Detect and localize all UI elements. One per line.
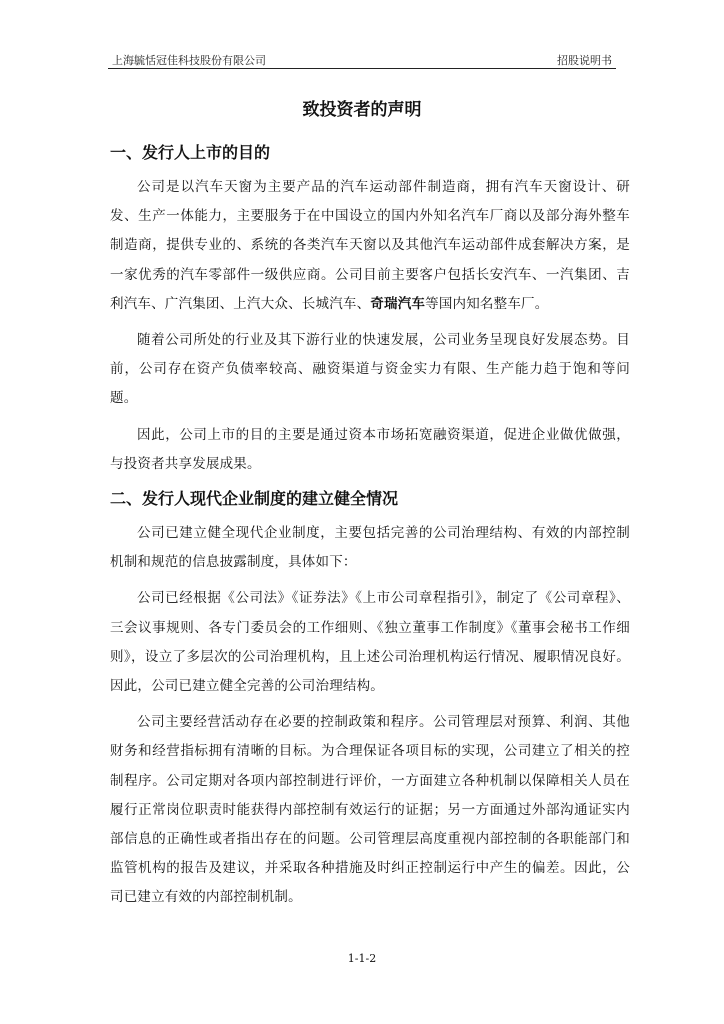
paragraph-text: 等国内知名整车厂。 (425, 295, 549, 312)
page-title: 致投资者的声明 (302, 100, 422, 120)
paragraph-text: 公司是以汽车天窗为主要产品的汽车运动部件制造商，拥有汽车天窗设计、研发、生产一体能力，主要服务于在中国设立的国内外知名汽车厂商以及部分海外整车制造商，提供专业的、系统的各类汽车天窗以及其他汽车运动部件成套解决方案，是一家优秀的汽车零部件一级供应商。公司目前主要客户包括长安汽车、一汽集团、吉利汽车、广汽集团、上汽大众、长城汽车、 (110, 179, 630, 312)
section-1-paragraph-3: 因此，公司上市的目的主要是通过资本市场拓宽融资渠道，促进企业做优做强，与投资者共享发展成果。 (110, 426, 630, 472)
page-number: 1-1-2 (347, 952, 377, 965)
header-document-type: 招股说明书 (557, 54, 612, 67)
section-2-heading: 二、发行人现代企业制度的建立健全情况 (110, 489, 399, 509)
document-body (110, 140, 630, 920)
section-2-paragraph-2: 公司已经根据《公司法》《证券法》《上市公司章程指引》，制定了《公司章程》、三会议事规则、各专门委员会的工作细则、《独立董事工作制度》《董事会秘书工作细则》，设立了多层次的公司治理机构，且上述公司治理机构运行情况、履职情况良好。因此，公司已建立健全完善的公司治理结构。 (110, 590, 630, 695)
page-header (108, 50, 616, 69)
emphasized-text: 奇瑞汽车 (370, 295, 426, 312)
section-1-paragraph-2: 随着公司所处的行业及其下游行业的快速发展，公司业务呈现良好发展态势。目前，公司存在资产负债率较高、融资渠道与资金实力有限、生产能力趋于饱和等问题。 (110, 332, 630, 407)
header-company-name: 上海毓恬冠佳科技股份有限公司 (112, 54, 266, 67)
section-2-paragraph-3: 公司主要经营活动存在必要的控制政策和程序。公司管理层对预算、利润、其他财务和经营指标拥有清晰的目标。为合理保证各项目标的实现，公司建立了相关的控制程序。公司定期对各项内部控制进行评价，一方面建立各种机制以保障相关人员在履行正常岗位职责时能获得内部控制有效运行的证据；另一方面通过外部沟通证实内部信息的正确性或者指出存在的问题。公司管理层高度重视内部控制的各职能部门和监管机构的报告及建议，并采取各种措施及时纠正控制运行中产生的偏差。因此，公司已建立有效的内部控制机制。 (110, 714, 630, 906)
section-2-paragraph-1: 公司已建立健全现代企业制度，主要包括完善的公司治理结构、有效的内部控制机制和规范的信息披露制度，具体如下： (110, 525, 630, 571)
section-1-paragraph-1 (110, 173, 630, 319)
section-1-heading: 一、发行人上市的目的 (110, 143, 271, 162)
